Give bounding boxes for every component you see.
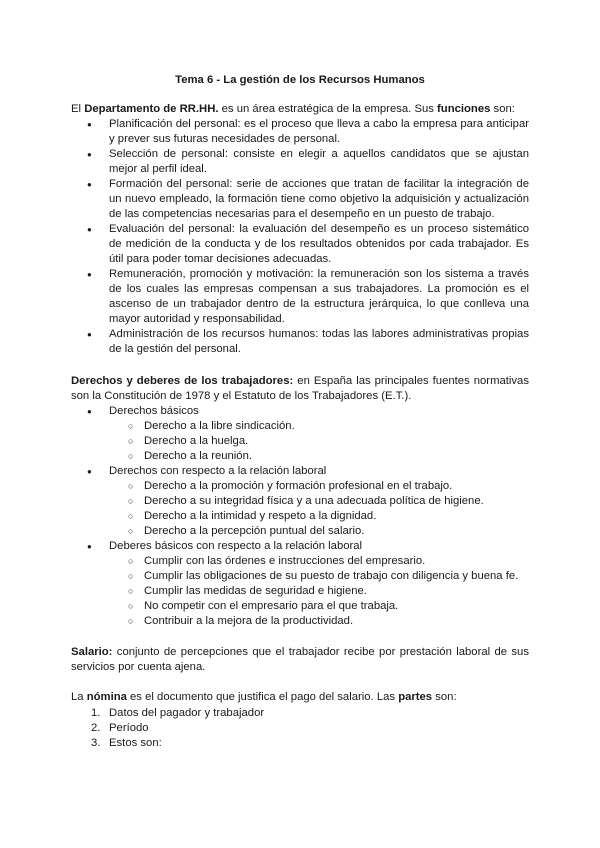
numbered-item [71,721,529,736]
list-item: ● Remuneración, promoción y motivación: la remuneración son los sistema a través de los cuales las empresas compensan a sus trabajadores. La promoción es el ascenso de un trabajador dentro de la estructura jerárquica, lo que conlleva una mayor autoridad y responsabilidad. [71,267,529,327]
nomina-text-3: son: [432,691,457,703]
nomina-text-1: La [71,691,87,703]
sub-item: ○ Cumplir las medidas de seguridad e higiene. [71,584,529,599]
sub-item: ○ Cumplir las obligaciones de su puesto de trabajo con diligencia y buena fe. [71,569,529,584]
item-text: Estos son: [109,737,162,749]
sub-item: ○ Derecho a la libre sindicación. [71,419,529,434]
item-number: 1. [91,707,101,719]
salario-heading: Salario: [71,646,113,658]
salario-text: conjunto de percepciones que el trabajador recibe por prestación laboral de sus servicios por cuenta ajena. [71,646,529,673]
sub-item: ○ Derecho a su integridad física y a una adecuada política de higiene. [71,494,529,509]
nomina-bold: nómina [86,691,127,703]
item-text: Datos del pagador y trabajador [109,707,265,719]
sub-item: ○ Derecho a la reunión. [71,449,529,464]
group-label: ● Derechos básicos [71,404,529,419]
derechos-list [71,404,529,629]
sub-item: ○ Derecho a la percepción puntual del salario. [71,524,529,539]
document-title: Tema 6 - La gestión de los Recursos Humanos [175,74,425,86]
derechos-heading: Derechos y deberes de los trabajadores: [71,375,294,387]
intro-bold-department: Departamento de RR.HH. [84,103,219,115]
list-item: ● Selección de personal: consiste en elegir a aquellos candidatos que se ajustan mejor al perfil ideal. [71,147,529,177]
numbered-item [71,736,529,751]
partes-bold: partes [398,691,433,703]
nomina-paragraph [71,690,529,705]
item-number: 3. [91,737,101,749]
funciones-list [71,117,529,357]
derechos-text: en España las principales fuentes normativas son la Constitución de 1978 y el Estatuto de los Trabajadores (E.T.). [71,375,529,402]
numbered-item [71,706,529,721]
group-label: ● Deberes básicos con respecto a la relación laboral [71,539,529,554]
sub-item: ○ Derecho a la promoción y formación profesional en el trabajo. [71,479,529,494]
sub-item: ○ Derecho a la intimidad y respeto a la dignidad. [71,509,529,524]
derechos-paragraph [71,374,529,404]
list-item: ● Evaluación del personal: la evaluación del desempeño es un proceso sistemático de medición de la conducta y de los resultados obtenidos por cada trabajador. Es útil para poder tomar decisiones adecuadas. [71,222,529,267]
sub-item: ○ Derecho a la huelga. [71,434,529,449]
item-number: 2. [91,722,101,734]
intro-paragraph [71,102,529,117]
list-item: ● Formación del personal: serie de acciones que tratan de facilitar la integración de un nuevo empleado, la formación tiene como objetivo la adquisición y actualización de las competencias necesarias para el desempeño en un puesto de trabajo. [71,177,529,222]
intro-text-3: son: [490,103,515,115]
salario-paragraph [71,645,529,675]
item-text: Período [109,722,149,734]
nomina-list [71,706,529,751]
intro-bold-funciones: funciones [437,103,491,115]
sub-item: ○ Contribuir a la mejora de la productividad. [71,614,529,629]
sub-item: ○ No competir con el empresario para el que trabaja. [71,599,529,614]
list-item: ● Planificación del personal: es el proceso que lleva a cabo la empresa para anticipar y prever sus futuras necesidades de personal. [71,117,529,147]
intro-text-2: es un área estratégica de la empresa. Sus [218,103,438,115]
nomina-text-2: es el documento que justifica el pago del salario. Las [126,691,399,703]
list-item: ● Administración de los recursos humanos: todas las labores administrativas propias de la gestión del personal. [71,327,529,357]
intro-text-1: El [71,103,85,115]
sub-item: ○ Cumplir con las órdenes e instrucciones del empresario. [71,554,529,569]
group-label: ● Derechos con respecto a la relación laboral [71,464,529,479]
